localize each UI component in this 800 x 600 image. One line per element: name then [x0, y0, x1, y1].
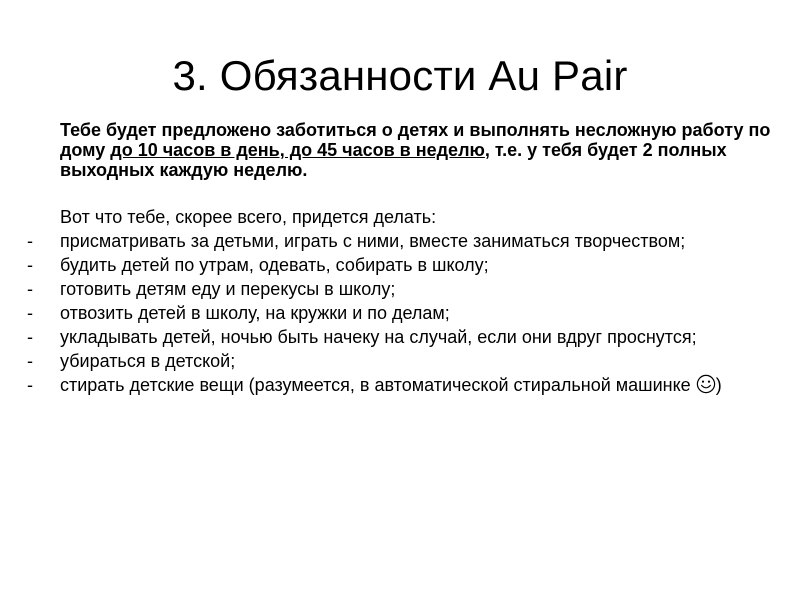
bullet-dash: -	[27, 375, 33, 395]
bullet-dash: -	[27, 279, 33, 299]
slide-title: 3. Обязанности Au Pair	[172, 52, 628, 99]
smiley-icon	[696, 374, 716, 400]
duties-lead: Вот что тебе, скорее всего, придется делать:	[60, 207, 437, 227]
bullet-dash: -	[27, 351, 33, 371]
intro-hours-limit: до 10 часов в день, до 45 часов в неделю	[110, 140, 485, 160]
bullet-dash: -	[27, 327, 33, 347]
duties-list	[0, 229, 800, 400]
duty-text: будить детей по утрам, одевать, собирать в школу;	[60, 255, 489, 275]
bullet-dash: -	[27, 255, 33, 275]
bullet-dash: -	[27, 303, 33, 323]
duty-text: стирать детские вещи (разумеется, в автоматической стиральной машинке	[60, 375, 691, 395]
bullet-dash: -	[27, 231, 33, 251]
duty-text: убираться в детской;	[60, 351, 236, 371]
list-item	[0, 301, 800, 325]
duty-text: готовить детям еду и перекусы в школу;	[60, 279, 396, 299]
intro-text-start: Тебе будет предложено заботиться о детях и выполнять несложную работу по дому	[60, 120, 771, 160]
list-item	[0, 373, 800, 400]
intro-text-end: , т.е. у тебя будет 2 полных выходных каждую неделю.	[60, 140, 727, 180]
duty-closing-paren: )	[715, 375, 722, 395]
duty-text: укладывать детей, ночью быть начеку на случай, если они вдруг проснутся;	[60, 327, 697, 347]
duty-text: отвозить детей в школу, на кружки и по делам;	[60, 303, 450, 323]
list-item	[0, 277, 800, 301]
list-item	[0, 253, 800, 277]
list-item	[0, 349, 800, 373]
list-item	[0, 229, 800, 253]
intro-paragraph	[60, 120, 780, 180]
duty-text: присматривать за детьми, играть с ними, вместе заниматься творчеством;	[60, 231, 686, 251]
list-item	[0, 325, 800, 349]
